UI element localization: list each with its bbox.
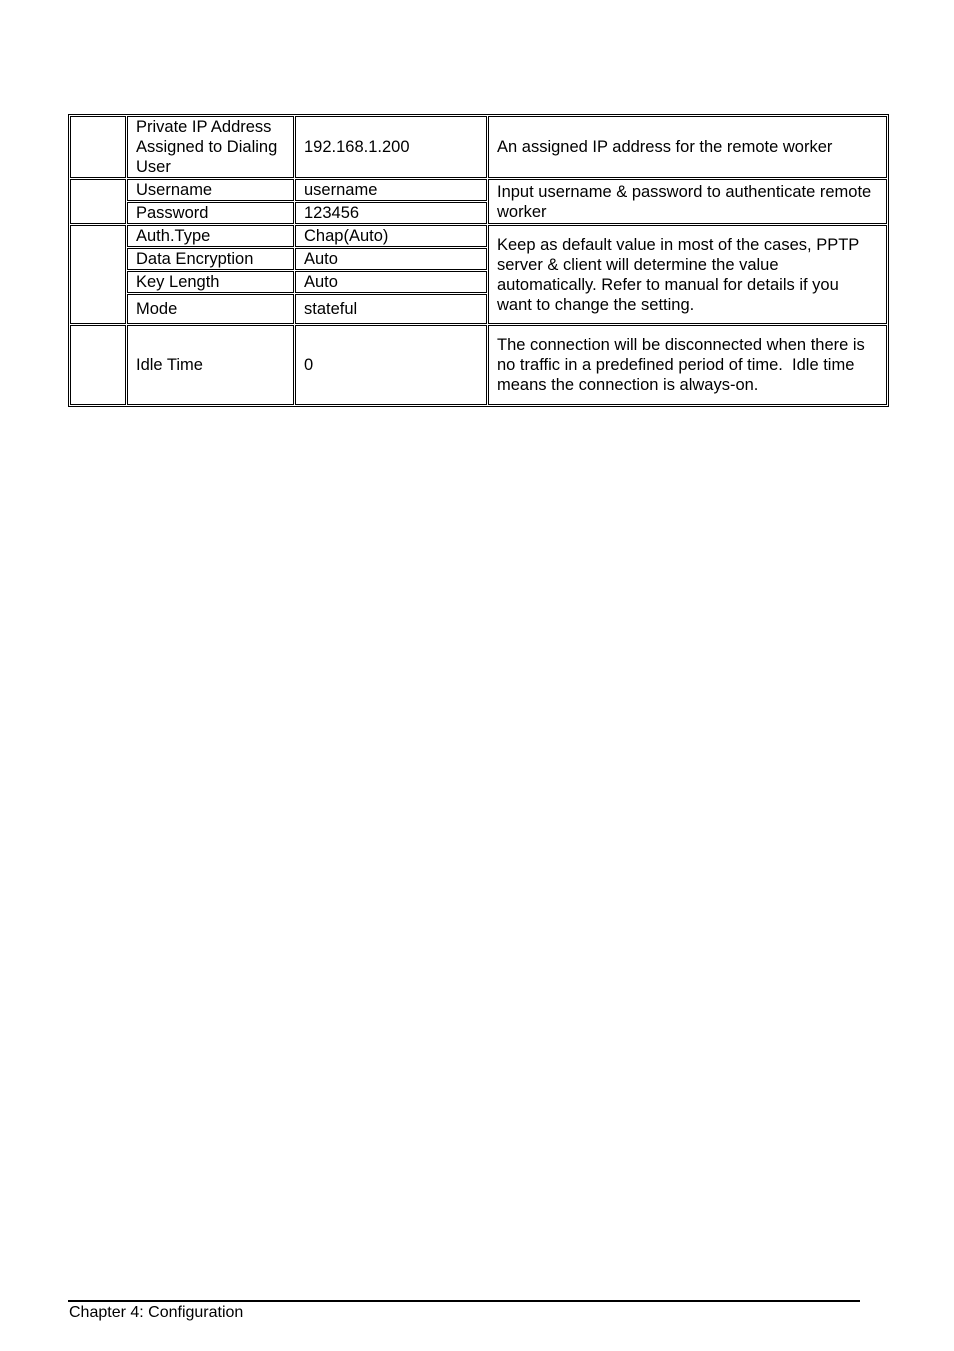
field-value: Chap(Auto) (295, 225, 487, 247)
config-table (68, 114, 889, 407)
field-name: Username (127, 179, 294, 201)
footer-chapter-title: Chapter 4: Configuration (69, 1304, 244, 1321)
field-description: Keep as default value in most of the cases, PPTP server & client will determine the value automatically. Refer to manual for details if you want to change the setting. (488, 225, 887, 324)
field-description: Input username & password to authenticate remote worker (488, 179, 887, 224)
group-cell (70, 116, 126, 178)
field-name: Key Length (127, 271, 294, 293)
field-value: Auto (295, 248, 487, 270)
field-value: 192.168.1.200 (295, 116, 487, 178)
field-value: stateful (295, 294, 487, 324)
table-row (70, 325, 887, 405)
group-cell (70, 325, 126, 405)
field-name: Password (127, 202, 294, 224)
table-row (70, 225, 887, 247)
field-name: Data Encryption (127, 248, 294, 270)
group-cell (70, 179, 126, 224)
group-cell (70, 225, 126, 324)
field-description: The connection will be disconnected when there is no traffic in a predefined period of time. Idle time means the connection is always-on. (488, 325, 887, 405)
field-value: 0 (295, 325, 487, 405)
field-value: Auto (295, 271, 487, 293)
field-value: username (295, 179, 487, 201)
field-name: Idle Time (127, 325, 294, 405)
table-row (70, 116, 887, 178)
table-row (70, 179, 887, 201)
footer-divider (68, 1300, 860, 1302)
field-name: Mode (127, 294, 294, 324)
field-name: Auth.Type (127, 225, 294, 247)
field-name: Private IP Address Assigned to Dialing User (127, 116, 294, 178)
field-value: 123456 (295, 202, 487, 224)
field-description: An assigned IP address for the remote worker (488, 116, 887, 178)
